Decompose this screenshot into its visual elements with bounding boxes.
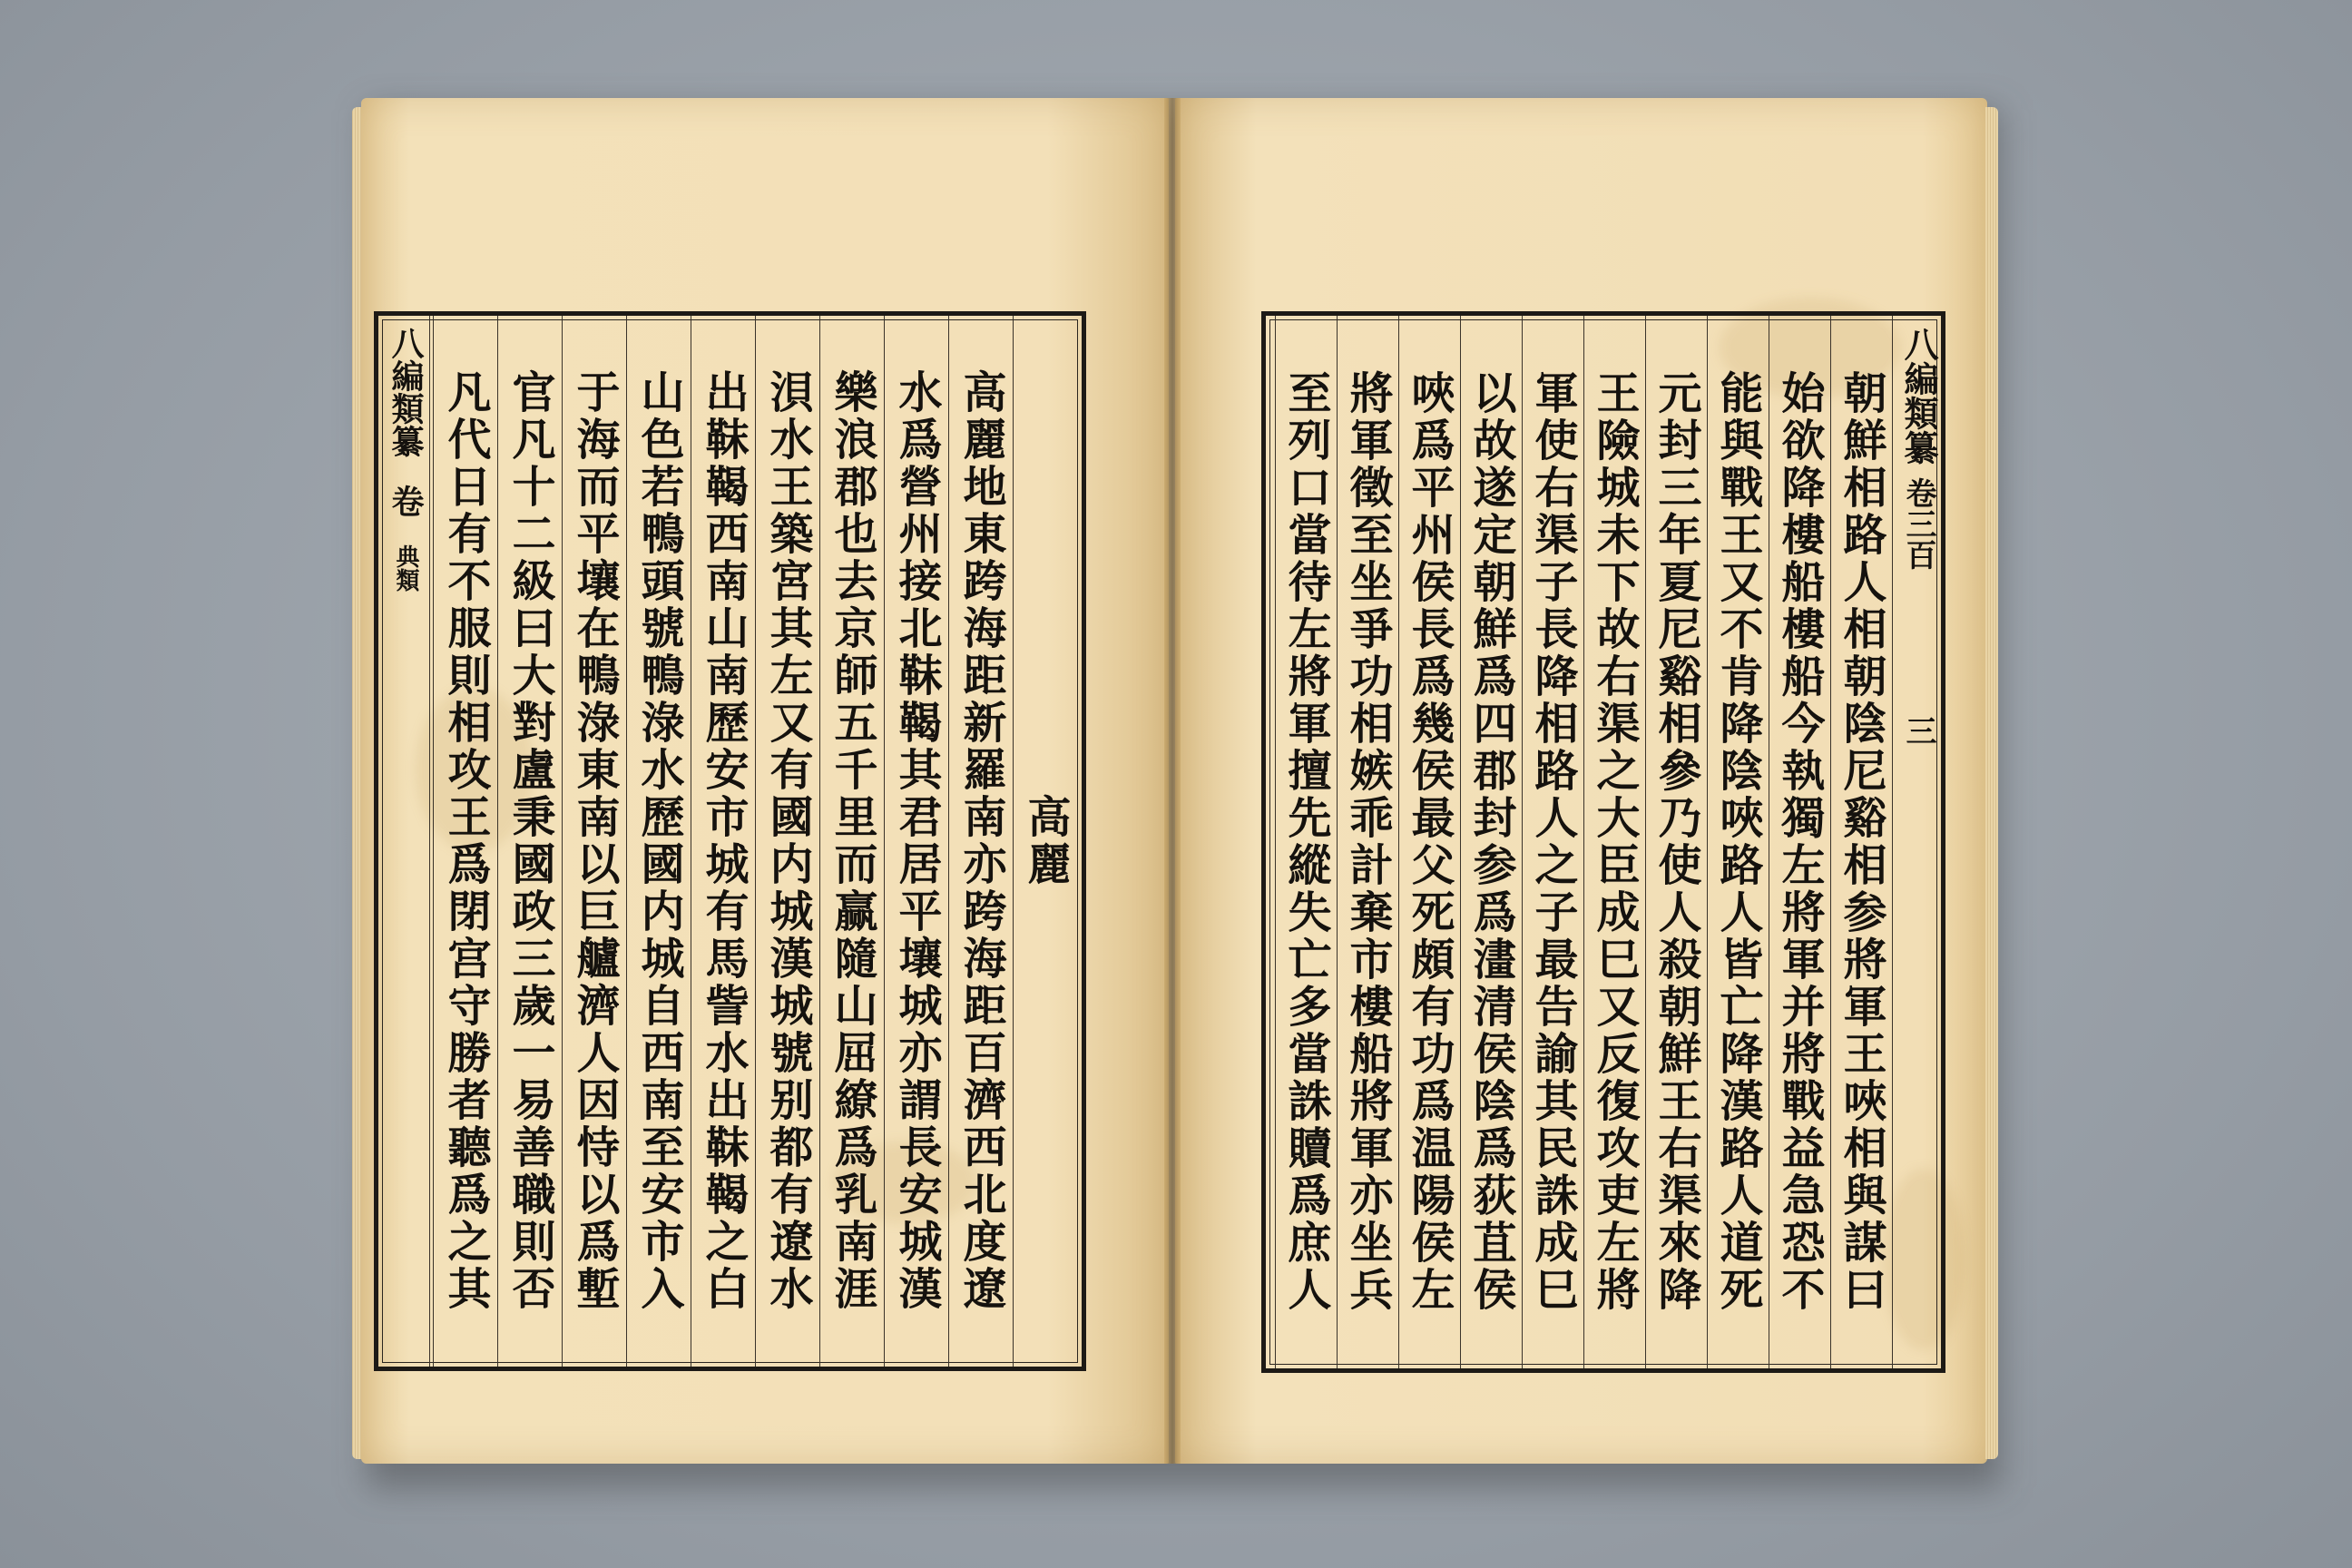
left-margin-title: 八編類纂 bbox=[387, 327, 425, 457]
column-rule bbox=[1830, 316, 1831, 1368]
text-column: 出靺鞨西南山南歷安市城有馬訾水出靺鞨之白 bbox=[698, 369, 749, 1313]
right-margin-section: 卷三百 bbox=[1900, 477, 1936, 570]
text-column: 以故遂定朝鮮爲四郡封参爲澅清侯陰爲荻苴侯 bbox=[1465, 370, 1516, 1314]
column-rule bbox=[562, 316, 563, 1367]
text-column: 能與戰王又不肯降陰唊路人皆亡降漢路人道死 bbox=[1712, 370, 1763, 1314]
text-column: 凡代日有不服則相攻王爲閉宫守勝者聽爲之其 bbox=[440, 369, 491, 1313]
text-column: 高麗地東跨海距新羅南亦跨海距百濟西北度遼 bbox=[956, 369, 1006, 1313]
column-rule bbox=[1583, 316, 1584, 1368]
column-rule bbox=[948, 316, 949, 1367]
column-rule bbox=[433, 316, 434, 1367]
column-rule bbox=[1645, 316, 1646, 1368]
text-column: 樂浪郡也去京師五千里而赢隨山屈繚爲乳南涯 bbox=[827, 369, 877, 1313]
text-column: 山色若鴨頭號鴨淥水歷國内城自西南至安市入 bbox=[633, 369, 684, 1313]
text-column: 朝鮮相路人相朝陰尼谿相参將軍王唊相與謀曰 bbox=[1836, 370, 1886, 1314]
column-rule bbox=[819, 316, 820, 1367]
column-rule bbox=[1460, 316, 1461, 1368]
left-margin-section: 卷 bbox=[387, 485, 425, 517]
book-gutter bbox=[1164, 98, 1181, 1464]
column-rule bbox=[884, 316, 885, 1367]
left-text-frame bbox=[374, 311, 1086, 1371]
right-text-frame bbox=[1261, 311, 1945, 1373]
right-page-edges bbox=[1985, 107, 1998, 1459]
right-margin-column bbox=[1896, 327, 1941, 1357]
text-column: 官凡十二級曰大對盧秉國政三歲一易善職則否 bbox=[505, 369, 555, 1313]
text-column: 軍使右渠子長降相路人之子最告諭其民誅成巳 bbox=[1527, 370, 1578, 1314]
text-column: 水爲營州接北靺鞨其君居平壤城亦謂長安城漢 bbox=[891, 369, 942, 1313]
right-margin-title: 八編類纂 bbox=[1898, 327, 1939, 465]
column-rule bbox=[755, 316, 756, 1367]
text-column: 浿水王築宮其左又有國内城漢城號别都有遼水 bbox=[762, 369, 813, 1313]
column-rule bbox=[1275, 316, 1276, 1368]
column-rule bbox=[1892, 316, 1893, 1368]
text-column: 始欲降樓船樓船今執獨左將軍并將戰益急恐不 bbox=[1774, 370, 1825, 1314]
text-column: 將軍徵至坐爭功相嫉乖計棄市樓船將軍亦坐兵 bbox=[1342, 370, 1393, 1314]
column-rule bbox=[626, 316, 627, 1367]
column-rule bbox=[1337, 316, 1338, 1368]
column-rule bbox=[1522, 316, 1523, 1368]
text-column: 于海而平壤在鴨淥東南以巨艫濟人因恃以爲塹 bbox=[569, 369, 620, 1313]
right-margin-page-number: 三 bbox=[1900, 715, 1936, 746]
left-margin-note: 典類 bbox=[392, 544, 419, 592]
column-rule bbox=[1013, 316, 1014, 1367]
text-column: 王險城未下故右渠之大臣成巳又反復攻吏左將 bbox=[1589, 370, 1640, 1314]
text-column: 至列口當待左將軍擅先縱失亡多當誅贖爲庶人 bbox=[1280, 370, 1331, 1314]
text-column: 唊爲平州侯長爲幾侯最父死頗有功爲温陽侯左 bbox=[1404, 370, 1455, 1314]
column-rule bbox=[1398, 316, 1399, 1368]
text-column: 高麗 bbox=[1020, 794, 1071, 888]
column-rule bbox=[429, 316, 430, 1367]
column-rule bbox=[1707, 316, 1708, 1368]
left-margin-column bbox=[384, 327, 427, 1356]
text-column: 元封三年夏尼谿相參乃使人殺朝鮮王右渠來降 bbox=[1651, 370, 1701, 1314]
column-rule bbox=[497, 316, 498, 1367]
